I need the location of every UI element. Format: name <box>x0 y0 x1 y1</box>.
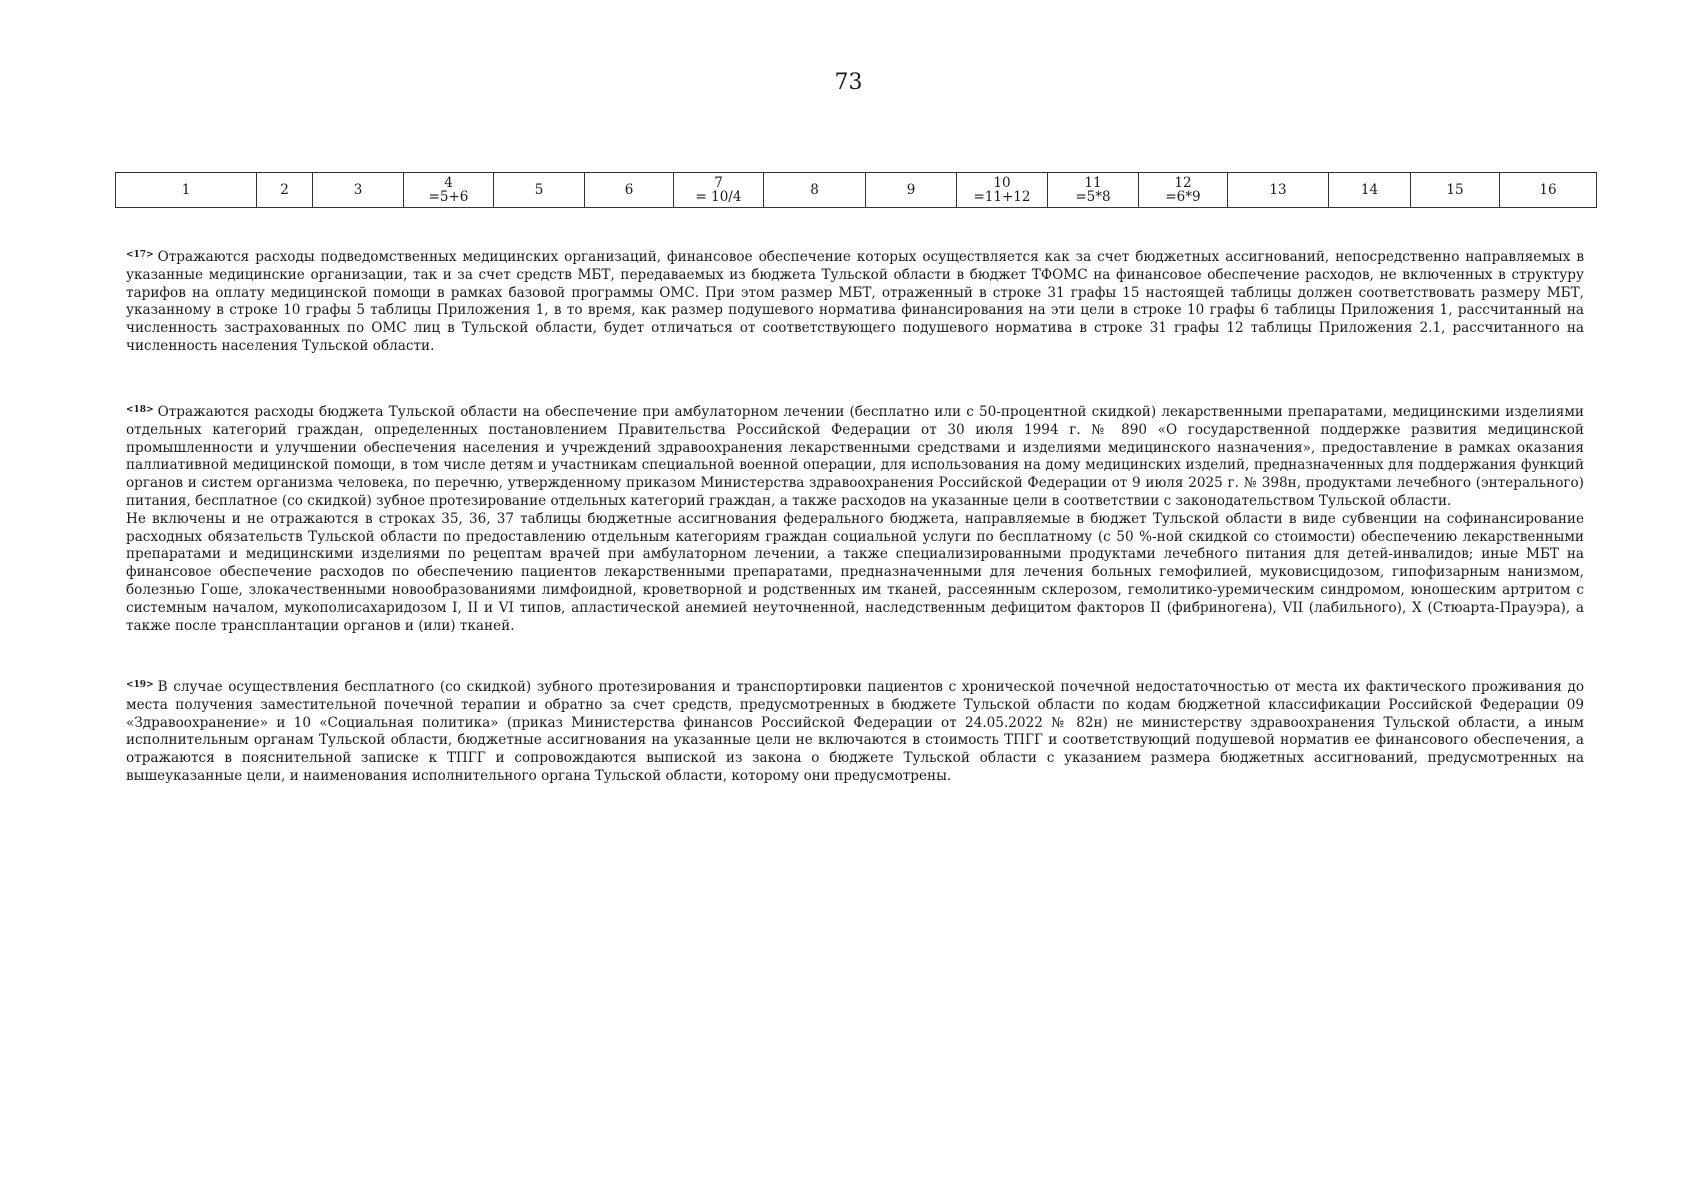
footnote-19 <box>126 677 1584 786</box>
column-number-table <box>115 172 1597 208</box>
column-header-cell <box>404 173 494 208</box>
footnote-paragraph <box>126 511 1584 636</box>
column-header-cell <box>257 173 313 208</box>
footnote-18 <box>126 402 1584 635</box>
column-number: 10 <box>993 175 1011 191</box>
column-number: 8 <box>810 182 819 198</box>
column-header-cell <box>1048 173 1139 208</box>
footnote-paragraph <box>126 402 1584 511</box>
footnote-paragraph <box>126 247 1584 356</box>
column-number: 2 <box>280 182 289 198</box>
column-header-cell <box>1500 173 1597 208</box>
column-number: 9 <box>906 182 916 198</box>
column-number: 16 <box>1539 182 1557 198</box>
column-header-cell <box>116 173 257 208</box>
footnote-marker: <17> <box>126 250 154 260</box>
column-number: 11 <box>1084 175 1102 191</box>
footnote-17 <box>126 247 1584 356</box>
column-header-cell <box>494 173 585 208</box>
column-number-row <box>116 173 1597 208</box>
column-formula: = 10/4 <box>695 189 742 205</box>
column-formula: =11+12 <box>973 189 1031 205</box>
page-number: 73 <box>834 70 863 95</box>
column-header-cell <box>866 173 957 208</box>
column-header-cell <box>674 173 764 208</box>
footnote-text: Не включены и не отражаются в строках 35, 36, 37 таблицы бюджетные ассигнования федерального бюджета, направляемые в бюджет Тульской области в виде субвенции на софинансирование расходных обязательств Тульской области по предоставлению отдельным категориям граждан социальной услуги по бесплатному (с 50 %-ной скидкой со стоимости) обеспечению лекарственными препаратами и медицинскими изделиями по рецептам врачей при амбулаторном лечении, а также специализированными продуктами лечебного питания для детей-инвалидов; иные МБТ на финансовое обеспечение расходов по обеспечению пациентов лекарственными препаратами, предназначенными для лечения больных гемофилией, муковисцидозом, гипофизарным нанизмом, болезнью Гоше, злокачественными новообразованиями лимфоидной, кроветворной и родственных им тканей, рассеянным склерозом, гемолитико-уремическим синдромом, юношеским артритом с системным началом, мукополисахаридозом I, II и VI типов, апластической анемией неуточненной, наследственным дефицитом факторов II (фибриногена), VII (лабильного), X (Стюарта-Прауэра), а также после трансплантации органов и (или) тканей. <box>126 510 1584 634</box>
footnote-text: В случае осуществления бесплатного (со скидкой) зубного протезирования и транспортировки пациентов с хронической почечной недостаточностью от места их фактического проживания до места получения заместительной почечной терапии и обратно за счет средств, предусмотренных в бюджете Тульской области по кодам бюджетной классификации Российской Федерации 09 «Здравоохранение» и 10 «Социальная политика» (приказ Министерства финансов Российской Федерации от 24.05.2022 № 82н) не министерству здравоохранения Тульской области, а иным исполнительным органам Тульской области, бюджетные ассигнования на указанные цели не включаются в стоимость ТПГГ и соответствующий подушевой норматив ее финансового обеспечения, а отражаются в пояснительной записке к ТПГГ и сопровождаются выпиской из закона о бюджете Тульской области с указанием размера бюджетных ассигнований, предусмотренных на вышеуказанные цели, и наименования исполнительного органа Тульской области, которому они предусмотрены. <box>126 679 1584 784</box>
footnote-marker: <18> <box>126 405 154 415</box>
column-header-cell <box>1228 173 1329 208</box>
column-number: 1 <box>181 182 191 198</box>
column-number: 6 <box>624 182 634 198</box>
column-header-cell <box>764 173 866 208</box>
column-number: 14 <box>1360 182 1379 198</box>
footnote-text: Отражаются расходы подведомственных медицинских организаций, финансовое обеспечение которых осуществляется как за счет бюджетных ассигнований, непосредственно направляемых в указанные медицинские организации, так и за счет средств МБТ, передаваемых из бюджета Тульской области в бюджет ТФОМС на финансовое обеспечение расходов, не включенных в структуру тарифов на оплату медицинской помощи в рамках базовой программы ОМС. При этом размер МБТ, отраженный в строке 31 графы 15 настоящей таблицы должен соответствовать размеру МБТ, указанному в строке 10 графы 5 таблицы Приложения 1, в то время, как размер подушевого норматива финансирования на эти цели в строке 10 графы 6 таблицы Приложения 1, рассчитанный на численность застрахованных по ОМС лиц в Тульской области, будет отличаться от соответствующего подушевого норматива в строке 31 графы 12 таблицы Приложения 2.1, рассчитанного на численность населения Тульской области. <box>126 249 1584 354</box>
column-number: 15 <box>1446 182 1464 198</box>
column-header-cell <box>1329 173 1411 208</box>
footnote-paragraph <box>126 677 1584 786</box>
column-number: 5 <box>534 182 544 198</box>
column-number: 3 <box>353 182 363 198</box>
column-formula: =5*8 <box>1075 189 1111 205</box>
column-formula: =6*9 <box>1165 189 1201 205</box>
column-number: 13 <box>1269 182 1287 198</box>
column-header-cell <box>1139 173 1228 208</box>
column-formula: =5+6 <box>428 189 469 205</box>
column-header-cell <box>313 173 404 208</box>
column-header-cell <box>1411 173 1500 208</box>
footnote-marker: <19> <box>126 680 154 690</box>
column-number: 12 <box>1174 175 1192 191</box>
column-number: 4 <box>444 175 453 191</box>
footnote-text: Отражаются расходы бюджета Тульской области на обеспечение при амбулаторном лечении (бесплатно или с 50-процентной скидкой) лекарственными препаратами, медицинскими изделиями отдельных категорий граждан, определенных постановлением Правительства Российской Федерации от 30 июля 1994 г. № 890 «О государственной поддержке развития медицинской промышленности и улучшении обеспечения населения и учреждений здравоохранения лекарственными средствами и изделиями медицинского назначения», предоставление в рамках оказания паллиативной медицинской помощи, в том числе детям и участникам специальной военной операции, для использования на дому медицинских изделий, предназначенных для поддержания функций органов и систем организма человека, по перечню, утвержденному приказом Министерства здравоохранения Российской Федерации от 9 июля 2025 г. № 398н, продуктами лечебного (энтерального) питания, бесплатное (со скидкой) зубное протезирование отдельных категорий граждан, а также расходов на указанные цели в соответствии с законодательством Тульской области. <box>126 404 1584 509</box>
column-header-cell <box>585 173 674 208</box>
column-number: 7 <box>714 175 723 191</box>
column-header-cell <box>957 173 1048 208</box>
